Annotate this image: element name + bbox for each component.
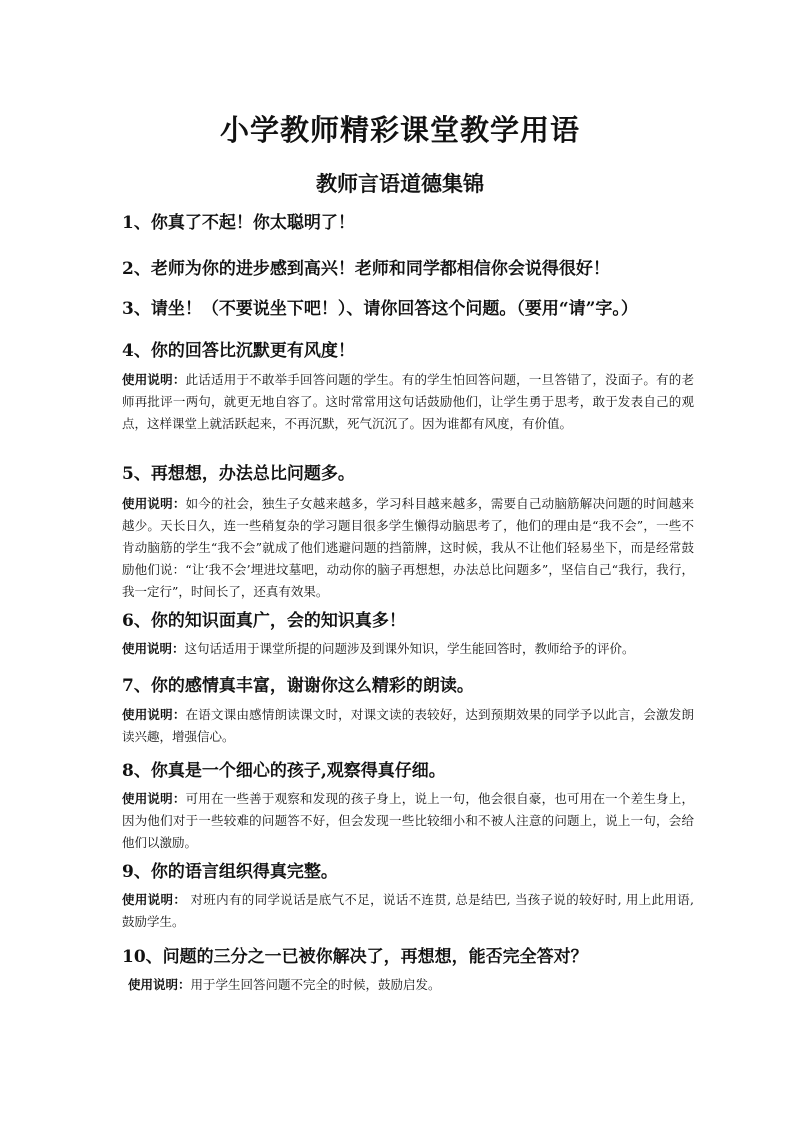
item-heading: 1、你真了不起！你太聪明了！ [122,213,355,233]
usage-note [128,974,700,996]
usage-note-text: 用于学生回答问题不完全的时候，鼓励启发。 [190,977,441,992]
usage-note-text: 对班内有的同学说话是底气不足，说话不连贯, 总是结巴, 当孩子说的较好时, 用上此用语, 鼓励学生。 [122,892,694,929]
item-heading: 2、老师为你的进步感到高兴！老师和同学都相信你会说得很好！ [122,259,610,279]
usage-note [122,638,694,660]
item-heading: 10、问题的三分之一已被你解决了，再想想，能否完全答对？ [122,947,588,967]
item-heading: 9、你的语言组织得真完整。 [122,862,338,882]
item-heading: 4、你的回答比沉默更有风度！ [122,341,355,361]
usage-note-label: 使用说明： [122,791,186,806]
usage-note [122,369,694,435]
usage-note-text: 如今的社会，独生子女越来越多，学习科目越来越多，需要自己动脑筋解决问题的时间越来越少。天长日久，连一些稍复杂的学习题目很多学生懒得动脑思考了，他们的理由是“我不会”，一些不肯动脑筋的学生“我不会”就成了他们逃避问题的挡箭牌，这时候，我从不让他们轻易坐下，而是经常鼓励他们说：“让‘我不会’埋进坟墓吧，动动你的脑子再想想，办法总比问题多”，坚信自己“我行，我行，我一定行”，时间长了，还真有效果。 [122,496,694,599]
usage-note [122,704,694,748]
usage-note-text: 此话适用于不敢举手回答问题的学生。有的学生怕回答问题，一旦答错了，没面子。有的老师再批评一两句，就更无地自容了。这时常常用这句话鼓励他们，让学生勇于思考，敢于发表自己的观点，这样课堂上就活跃起来，不再沉默，死气沉沉了。因为谁都有风度，有价值。 [122,372,694,431]
usage-note-text: 这句话适用于课堂所提的问题涉及到课外知识，学生能回答时，教师给予的评价。 [184,641,635,656]
usage-note-label: 使用说明： [122,372,186,387]
usage-note [122,493,694,603]
usage-note-label: 使用说明： [122,707,186,722]
usage-note-label: 使用说明： [122,892,187,907]
document-title: 小学教师精彩课堂教学用语 [219,113,580,147]
item-heading: 8、你真是一个细心的孩子,观察得真仔细。 [122,761,446,781]
usage-note [122,889,694,933]
item-heading: 6、你的知识面真广，会的知识真多！ [122,611,406,631]
item-heading: 3、请坐！（不要说坐下吧！）、请你回答这个问题。（要用“请”字。） [122,299,638,319]
usage-note [122,788,694,854]
item-heading: 7、你的感情真丰富，谢谢你这么精彩的朗读。 [122,676,474,696]
document-subtitle: 教师言语道德集锦 [316,171,484,196]
usage-note-text: 可用在一些善于观察和发现的孩子身上，说上一句，他会很自豪，也可用在一个差生身上，因为他们对于一些较难的问题答不好，但会发现一些比较细小和不被人注意的问题上，说上一句，会给他们以激励。 [122,791,694,850]
usage-note-label: 使用说明： [122,496,186,511]
item-heading: 5、再想想，办法总比问题多。 [122,464,355,484]
usage-note-text: 在语文课由感情朗读课文时，对课文读的表较好，达到预期效果的同学予以此言，会激发朗读兴趣，增强信心。 [122,707,694,744]
usage-note-label: 使用说明： [128,977,191,992]
usage-note-label: 使用说明： [122,641,185,656]
